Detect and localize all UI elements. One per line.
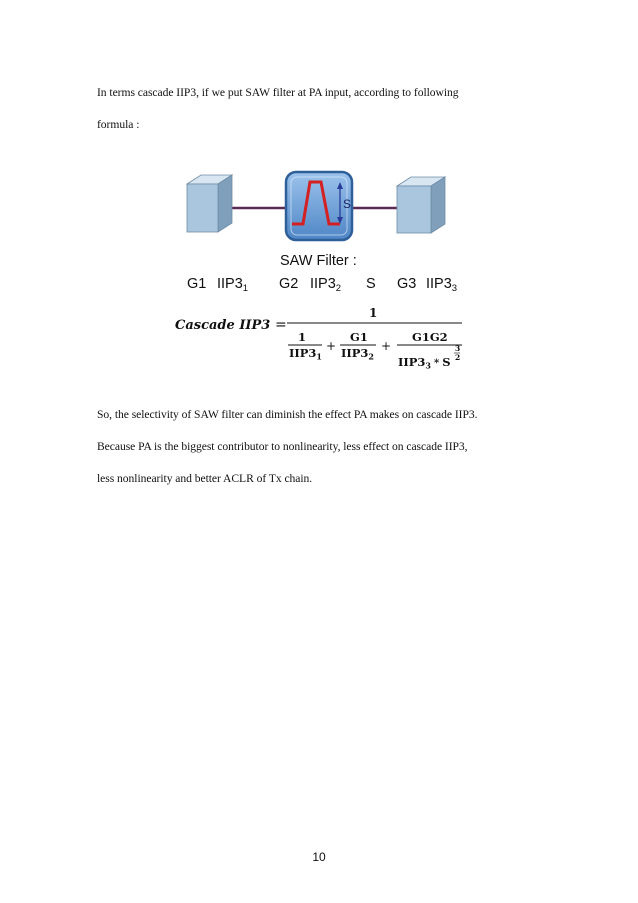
formula-equals: = [275,317,287,333]
paragraph-intro [97,77,567,141]
label-g3: G3 [397,276,417,292]
label-g2: G2 [279,276,299,292]
plus-1: + [326,339,337,353]
label-iip3-3: $IIP3_3$ [426,276,458,294]
paragraph-line: In terms cascade IIP3, if we put SAW filter at PA input, according to following [97,86,459,99]
stage3-cube-icon [397,177,445,233]
formula-lhs: Cascade IIP3 [175,318,271,333]
term1-numerator: 1 [298,330,307,344]
label-iip3-1: $IIP3_1$ [217,276,249,294]
page-number: 10 [312,850,326,864]
formula-numerator: 1 [369,306,378,320]
saw-filter-figure [170,164,470,374]
exponent-denominator: 2 [455,353,461,362]
paragraph-conclusion [97,399,567,495]
saw-filter-icon [286,172,352,240]
exponent-numerator: 3 [455,344,461,353]
term2-denominator: $IIP3_2$ [341,346,374,362]
cascade-iip3-formula [175,306,462,371]
stage1-cube-icon [187,175,232,232]
term3-numerator: G1G2 [412,330,448,344]
term2-numerator: G1 [350,330,368,344]
filter-title: SAW Filter : [280,253,357,269]
label-g1: G1 [187,276,207,292]
paragraph-line: formula : [97,118,140,131]
label-s: S [366,276,376,292]
paragraph-line: So, the selectivity of SAW filter can diminish the effect PA makes on cascade IIP3. [97,408,478,421]
label-iip3-2: $IIP3_2$ [310,276,342,294]
term3-denominator: $IIP3_3$ * S [398,355,451,371]
plus-2: + [381,339,392,353]
paragraph-line: Because PA is the biggest contributor to nonlinearity, less effect on cascade IIP3, [97,440,468,453]
paragraph-line: less nonlinearity and better ACLR of Tx chain. [97,472,313,485]
term1-denominator: $IIP3_1$ [289,346,322,362]
filter-s-label: S [343,197,352,211]
